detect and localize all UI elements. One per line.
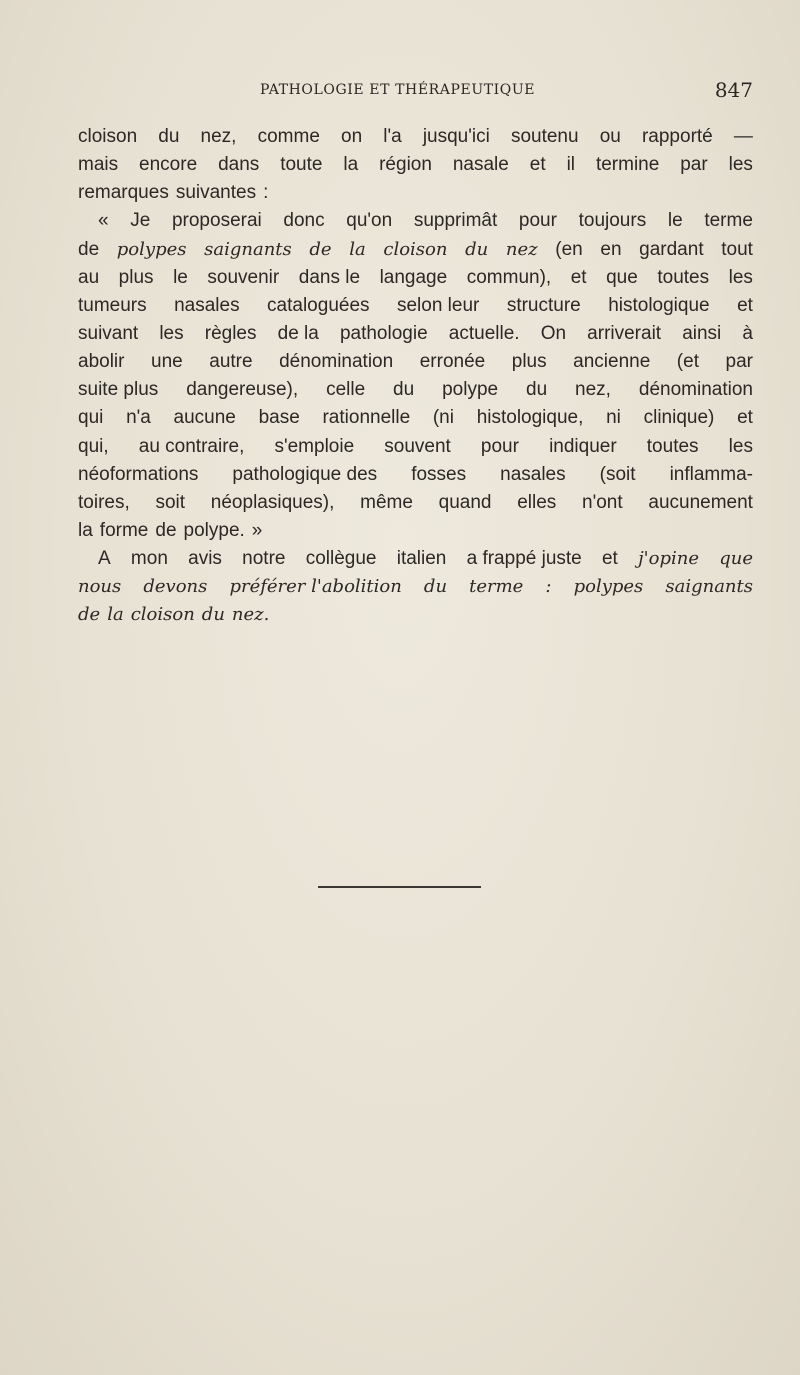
word: et — [529, 154, 546, 176]
word: et — [601, 548, 618, 570]
word: de — [155, 519, 177, 541]
italic-word: nez — [505, 238, 538, 260]
word: termine — [595, 154, 660, 176]
word: on — [341, 126, 363, 147]
word: qu'on — [346, 210, 393, 232]
word: : — [263, 182, 269, 204]
text-line — [78, 123, 753, 151]
word: n'ont — [582, 491, 623, 513]
word: aucune — [173, 407, 236, 429]
word: On — [540, 322, 567, 344]
word: par — [680, 154, 708, 176]
word: le — [667, 210, 683, 232]
text-line — [78, 264, 753, 292]
word: ainsi — [682, 322, 722, 344]
italic-word: du — [201, 604, 225, 626]
italic-word: devons — [143, 576, 208, 598]
word: n'a — [126, 407, 151, 429]
word: à — [742, 322, 753, 344]
text-line — [78, 573, 753, 601]
italic-word: saignants — [204, 238, 292, 260]
word: s'emploie — [274, 435, 355, 457]
italic-word: du — [423, 576, 448, 598]
word: néoformations — [78, 463, 199, 485]
text-line — [78, 151, 753, 179]
word: (et — [676, 351, 699, 373]
word: les — [159, 322, 184, 344]
word: pathologie — [339, 322, 428, 344]
word: dans le — [298, 266, 361, 288]
text-line — [78, 433, 753, 461]
word: au contraire, — [138, 435, 245, 457]
word: tout — [721, 238, 753, 260]
end-rule — [318, 886, 481, 888]
word: dénomination — [279, 351, 394, 373]
word: toutes — [646, 435, 699, 457]
word: A — [98, 548, 111, 570]
word: les — [728, 154, 753, 176]
italic-word: : — [545, 576, 552, 598]
word: encore — [139, 154, 198, 176]
word: du — [158, 126, 180, 147]
word: toujours — [578, 210, 647, 232]
italic-word: nez. — [231, 604, 270, 626]
word: par — [725, 351, 753, 373]
text-line — [78, 404, 753, 432]
body-text — [78, 123, 753, 630]
word: pour — [518, 210, 557, 232]
word: plus — [511, 351, 547, 373]
word: et — [570, 266, 587, 288]
word: terme — [704, 210, 753, 232]
running-head — [78, 78, 753, 108]
word: de — [78, 238, 100, 260]
word: notre — [242, 548, 286, 570]
word: dangereuse), — [186, 379, 299, 401]
word: ou — [599, 126, 621, 147]
word: la — [343, 154, 359, 176]
word: rationnelle — [322, 407, 411, 429]
text-line — [78, 545, 753, 573]
page-number: 847 — [714, 78, 753, 102]
word: toutes — [657, 266, 710, 288]
italic-word: saignants — [665, 576, 753, 598]
text-line — [78, 376, 753, 404]
italic-word: que — [719, 548, 753, 570]
word: il — [566, 154, 576, 176]
word: donc — [283, 210, 325, 232]
word: a frappé juste — [466, 548, 582, 570]
word: et — [737, 407, 753, 429]
word: comme — [257, 126, 320, 147]
italic-word: de — [78, 604, 101, 626]
word: région — [379, 154, 432, 176]
word: même — [360, 491, 413, 513]
text-line — [78, 348, 753, 376]
word: une — [151, 351, 183, 373]
word: structure — [506, 294, 581, 316]
word: abolir — [78, 351, 125, 373]
word: du — [393, 379, 415, 401]
text-line — [78, 517, 753, 545]
word: (en — [555, 238, 583, 260]
word: histologique, — [476, 407, 584, 429]
word: du — [526, 379, 548, 401]
word: commun), — [466, 266, 552, 288]
word: mais — [78, 154, 119, 176]
word: clinique) — [643, 407, 715, 429]
word: italien — [396, 548, 447, 570]
word: en — [600, 238, 622, 260]
word: néoplasiques), — [210, 491, 335, 513]
italic-word: du — [465, 238, 489, 260]
word: plus — [118, 266, 154, 288]
word: qui — [78, 407, 104, 429]
text-line — [78, 179, 753, 207]
italic-word: cloison — [130, 604, 195, 626]
word: — — [733, 126, 753, 147]
word: souvenir — [207, 266, 280, 288]
word: proposerai — [171, 210, 262, 232]
word: toires, — [78, 491, 130, 513]
word: l'a — [383, 126, 402, 147]
word: gardant — [639, 238, 704, 260]
word: mon — [130, 548, 168, 570]
word: » — [251, 519, 263, 541]
word: le — [173, 266, 188, 288]
word: nasales — [174, 294, 240, 316]
word: cloison — [78, 126, 138, 147]
word: souvent — [384, 435, 451, 457]
word: histologique — [608, 294, 710, 316]
word: remarques — [78, 182, 169, 204]
text-line — [78, 207, 753, 235]
word: elles — [517, 491, 557, 513]
word: (soit — [599, 463, 636, 485]
word: nasale — [452, 154, 509, 176]
word: que — [606, 266, 638, 288]
word: supprimât — [413, 210, 498, 232]
word: Je — [130, 210, 151, 232]
word: ni — [606, 407, 621, 429]
word: dénomination — [638, 379, 753, 401]
text-line — [78, 601, 753, 629]
italic-word: la — [107, 604, 124, 626]
word: soutenu — [510, 126, 579, 147]
word: actuelle. — [448, 322, 520, 344]
word: soit — [155, 491, 186, 513]
word: erronée — [419, 351, 486, 373]
text-line — [78, 461, 753, 489]
word: la — [78, 519, 93, 541]
text-line — [78, 489, 753, 517]
word: collègue — [305, 548, 377, 570]
text-line — [78, 236, 753, 264]
word: dans — [218, 154, 260, 176]
word: suivantes — [175, 182, 257, 204]
word: et — [737, 294, 753, 316]
word: base — [258, 407, 300, 429]
word: pathologique des — [232, 463, 378, 485]
italic-word: polypes — [573, 576, 644, 598]
word: les — [728, 266, 753, 288]
word: quand — [438, 491, 492, 513]
word: (ni — [432, 407, 454, 429]
running-title: PATHOLOGIE ET THÉRAPEUTIQUE — [260, 82, 536, 98]
word: aucunement — [648, 491, 753, 513]
word: celle — [326, 379, 366, 401]
text-line — [78, 320, 753, 348]
word: suivant — [78, 322, 139, 344]
word: pour — [480, 435, 519, 457]
word: rapporté — [641, 126, 713, 147]
italic-word: polypes — [116, 238, 187, 260]
italic-word: nous — [78, 576, 122, 598]
word: cataloguées — [267, 294, 370, 316]
italic-word: préférer l'abolition — [229, 576, 402, 598]
italic-word: terme — [469, 576, 524, 598]
word: nez, — [575, 379, 611, 401]
italic-word: de — [309, 238, 332, 260]
word: avis — [188, 548, 222, 570]
italic-word: j'opine — [638, 548, 699, 570]
word: ancienne — [573, 351, 651, 373]
word: inflamma- — [669, 463, 753, 485]
word: au — [78, 266, 100, 288]
word: les — [728, 435, 753, 457]
italic-word: la — [349, 238, 366, 260]
word: nasales — [500, 463, 566, 485]
text-line — [78, 292, 753, 320]
word: règles — [204, 322, 257, 344]
word: polype. — [183, 519, 245, 541]
word: jusqu'ici — [422, 126, 490, 147]
word: qui, — [78, 435, 109, 457]
word: autre — [209, 351, 253, 373]
word: indiquer — [549, 435, 617, 457]
word: langage — [379, 266, 448, 288]
word: nez, — [200, 126, 237, 147]
italic-word: cloison — [383, 238, 448, 260]
word: de la — [277, 322, 319, 344]
word: selon leur — [396, 294, 480, 316]
word: « — [98, 210, 109, 232]
word: fosses — [411, 463, 467, 485]
word: arriverait — [587, 322, 662, 344]
word: forme — [99, 519, 149, 541]
word: polype — [442, 379, 499, 401]
word: suite plus — [78, 379, 159, 401]
word: toute — [280, 154, 323, 176]
word: tumeurs — [78, 294, 147, 316]
